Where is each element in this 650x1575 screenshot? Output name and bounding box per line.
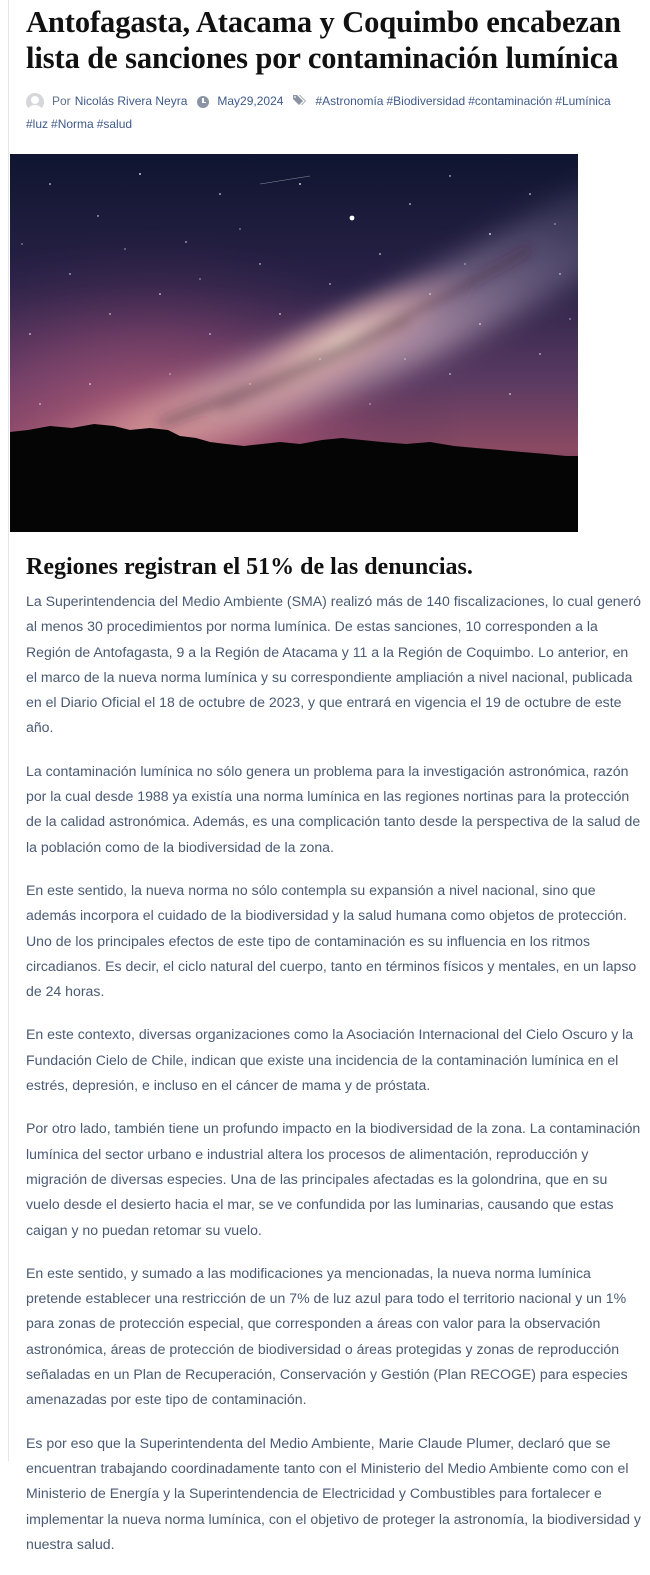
article [26, 0, 638, 136]
article-body [26, 589, 642, 1575]
tag-link[interactable]: #contaminación [468, 94, 553, 108]
paragraph: En este contexto, diversas organizaciones como la Asociación Internacional del Cielo Oscuro y la Fundación Cielo de Chile, indican que existe una incidencia de la contaminación lumínica en el estrés, depresión, e incluso en el cáncer de mama y de próstata. [26, 1026, 634, 1094]
paragraph: La Superintendencia del Medio Ambiente (SMA) realizó más de 140 fiscalizaciones, lo cual generó al menos 30 procedimientos por norma lumínica. De estas sanciones, 10 corresponden a la Región de Antofagasta, 9 a la Región de Atacama y 11 a la Región de Coquimbo. Lo anterior, en el marco de la nueva norma lumínica y su correspondiente ampliación a nivel nacional, publicada en el Diario Oficial el 18 de octubre de 2023, y que entrará en vigencia el 19 de octubre de este año. [26, 593, 641, 736]
tag-link[interactable]: #luz [26, 117, 49, 131]
paragraph: Por otro lado, también tiene un profundo impacto en la biodiversidad de la zona. La contaminación lumínica del sector urbano e industrial altera los procesos de alimentación, reproducción y migración de diversas especies. Una de las principales afectadas es la golondrina, que en su vuelo desde el desierto hacia el mar, se ve confundida por las luminarias, causando que estas caigan y no puedan retomar su vuelo. [26, 1120, 641, 1238]
paragraph: La contaminación lumínica no sólo genera un problema para la investigación astronómica, razón por la cual desde 1988 ya existía una norma lumínica en las regiones nortinas para la protección de la calidad astronómica. Además, es una complicación tanto desde la perspectiva de la salud de la población como de la biodiversidad de la zona. [26, 762, 641, 855]
author-link[interactable]: Nicolás Rivera Neyra [74, 94, 188, 108]
article-meta [26, 90, 638, 136]
tag-link[interactable]: #Norma [51, 117, 94, 131]
tag-link[interactable]: #Astronomía [315, 94, 384, 108]
article-subtitle: Regiones registran el 51% de las denuncias. [26, 554, 473, 580]
paragraph: En este sentido, la nueva norma no sólo contempla su expansión a nivel nacional, sino que además incorpora el cuidado de la biodiversidad y la salud humana como objetos de protección. Uno de los principales efectos de este tipo de contaminación es su influencia en los ritmos circadianos. Es decir, el ciclo natural del cuerpo, tanto en términos físicos y mentales, en un lapso de 24 horas. [26, 881, 637, 1000]
page-left-border [8, 0, 9, 1461]
avatar-icon [26, 93, 44, 111]
publish-date: May29,2024 [217, 94, 284, 108]
tag-link[interactable]: #salud [96, 117, 133, 131]
paragraph: Es por eso que la Superintendenta del Medio Ambiente, Marie Claude Plumer, declaró que se encuentran trabajando coordinadamente tanto con el Ministerio del Medio Ambiente como con el Ministerio de Energía y la Superintendencia de Electricidad y Combustibles para fortalecer e implementar la nueva norma lumínica, con el objetivo de proteger la astronomía, la biodiversidad y nuestra salud. [26, 1434, 641, 1552]
byline-label: Por [52, 94, 71, 108]
tag-link[interactable]: #Biodiversidad [386, 94, 466, 108]
article-title: Antofagasta, Atacama y Coquimbo encabezan lista de sanciones por contaminación lumínica [26, 5, 621, 75]
hero-image [10, 154, 578, 532]
tags-icon [293, 90, 307, 113]
tag-link[interactable]: #Lumínica [555, 94, 611, 108]
night-sky-image [10, 154, 578, 532]
paragraph: En este sentido, y sumado a las modificaciones ya mencionadas, la nueva norma lumínica pretende establecer una restricción de un 7% de luz azul para todo el territorio nacional y un 1% para zonas de protección especial, que corresponden a áreas con valor para la observación astronómica, áreas de protección de biodiversidad o áreas protegidas y zonas de reproducción señaladas en un Plan de Recuperación, Conservación y Gestión (Plan RECOGE) para especies amenazadas por este tipo de contaminación. [26, 1264, 628, 1408]
clock-icon [197, 96, 209, 108]
